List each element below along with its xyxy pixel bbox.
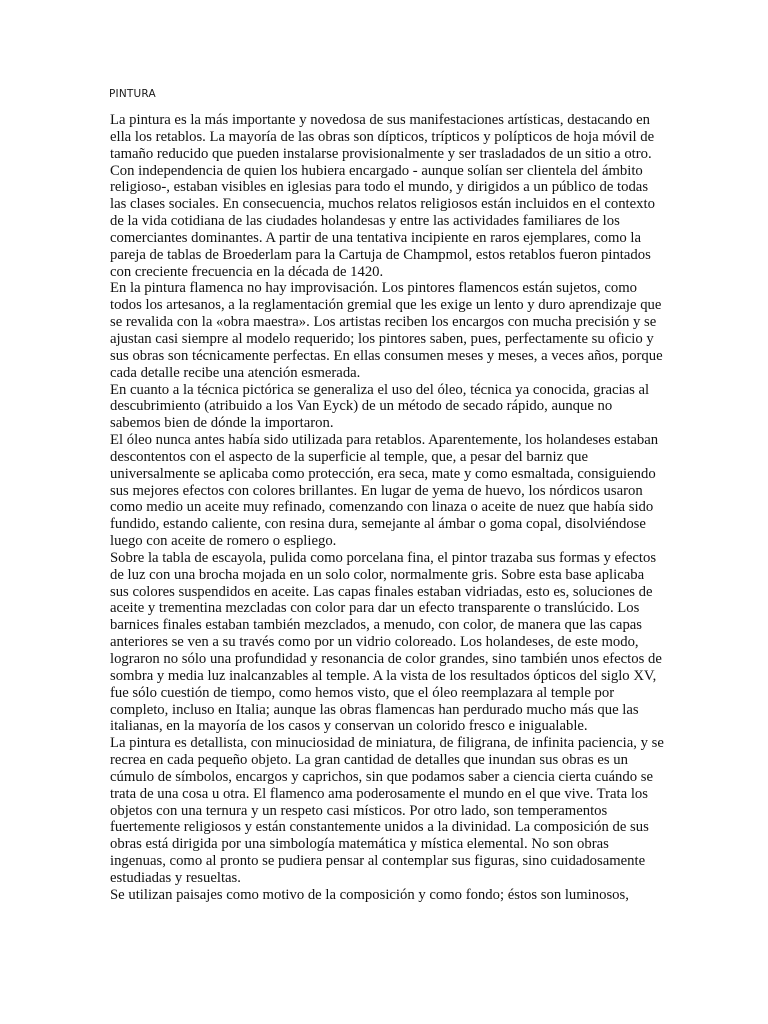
paragraph: Sobre la tabla de escayola, pulida como porcelana fina, el pintor trazaba sus formas y efectos de luz con una brocha mojada en un solo color, normalmente gris. Sobre esta base aplicaba sus colores suspendidos en aceite. Las capas finales estaban vidriadas, esto es, soluciones de aceite y trementina mezcladas con color para dar un efecto transparente o translúcido. Los barnices finales estaban también mezclados, a menudo, con color, de manera que las capas anteriores se ven a su través como por un vidrio coloreado. Los holandeses, de este modo, lograron no sólo una profundidad y resonancia de color grandes, sino también unos efectos de sombra y media luz inalcanzables al temple. A la vista de los resultados ópticos del siglo XV, fue sólo cuestión de tiempo, como hemos visto, que el óleo reemplazara al temple por completo, incluso en Italia; aunque las obras flamencas han perdurado mucho más que las italianas, en la mayoría de los casos y conservan un colorido fresco e inigualable.: [110, 549, 662, 735]
paragraph: La pintura es la más importante y novedosa de sus manifestaciones artísticas, destacando en ella los retablos. La mayoría de las obras son dípticos, trípticos y polípticos de hoja móvil de tamaño reducido que pueden instalarse provisionalmente y ser trasladados de un sitio a otro. Con independencia de quien los hubiera encargado - aunque solían ser clientela del ámbito religioso-, estaban visibles en iglesias para todo el mundo, y dirigidos a un público de todas las clases sociales. En consecuencia, muchos relatos religiosos están incluidos en el contexto de la vida cotidiana de las ciudades holandesas y entre las actividades familiares de los comerciantes dominantes. A partir de una tentativa incipiente en raros ejemplares, como la pareja de tablas de Broederlam para la Cartuja de Champmol, estos retablos fueron pintados con creciente frecuencia en la década de 1420.: [110, 112, 655, 280]
paragraph: El óleo nunca antes había sido utilizada para retablos. Aparentemente, los holandeses estaban descontentos con el aspecto de la superficie al temple, que, a pesar del barniz que universalmente se aplicaba como protección, era seca, mate y como esmaltada, consiguiendo sus mejores efectos con colores brillantes. En lugar de yema de huevo, los nórdicos usaron como medio un aceite muy refinado, comenzando con linaza o aceite de nuez que había sido fundido, estando caliente, con resina dura, semejante al ámbar o goma copal, disolviéndose luego con aceite de romero o espliego.: [110, 432, 659, 550]
paragraph: En la pintura flamenca no hay improvisación. Los pintores flamencos están sujetos, como todos los artesanos, a la reglamentación gremial que les exige un lento y duro aprendizaje que se revalida con la «obra maestra». Los artistas reciben los encargos con mucha precisión y se ajustan casi siempre al modelo requerido; los pintores saben, pues, perfectamente su oficio y sus obras son técnicamente perfectas. En ellas consumen meses y meses, a veces años, porque cada detalle recibe una atención esmerada.: [110, 280, 663, 381]
paragraph: Se utilizan paisajes como motivo de la composición y como fondo; éstos son luminosos,: [110, 886, 629, 903]
body-text: [110, 112, 665, 904]
paragraph: En cuanto a la técnica pictórica se generaliza el uso del óleo, técnica ya conocida, gracias al descubrimiento (atribuido a los Van Eyck) de un método de secado rápido, aunque no sabemos bien de dónde la importaron.: [110, 381, 650, 432]
paragraph: La pintura es detallista, con minuciosidad de miniatura, de filigrana, de infinita paciencia, y se recrea en cada pequeño objeto. La gran cantidad de detalles que inundan sus obras es un cúmulo de símbolos, encargos y caprichos, sin que podamos saber a ciencia cierta cuándo se trata de una cosa u otra. El flamenco ama poderosamente el mundo en el que vive. Trata los objetos con una ternura y un respeto casi místicos. Por otro lado, son temperamentos fuertemente religiosos y están constantemente unidos a la divinidad. La composición de sus obras está dirigida por una simbología matemática y mística elemental. No son obras ingenuas, como al pronto se pudiera pensar al contemplar sus figuras, sino cuidadosamente estudiadas y resueltas.: [110, 735, 664, 886]
section-heading: PINTURA: [109, 88, 156, 100]
